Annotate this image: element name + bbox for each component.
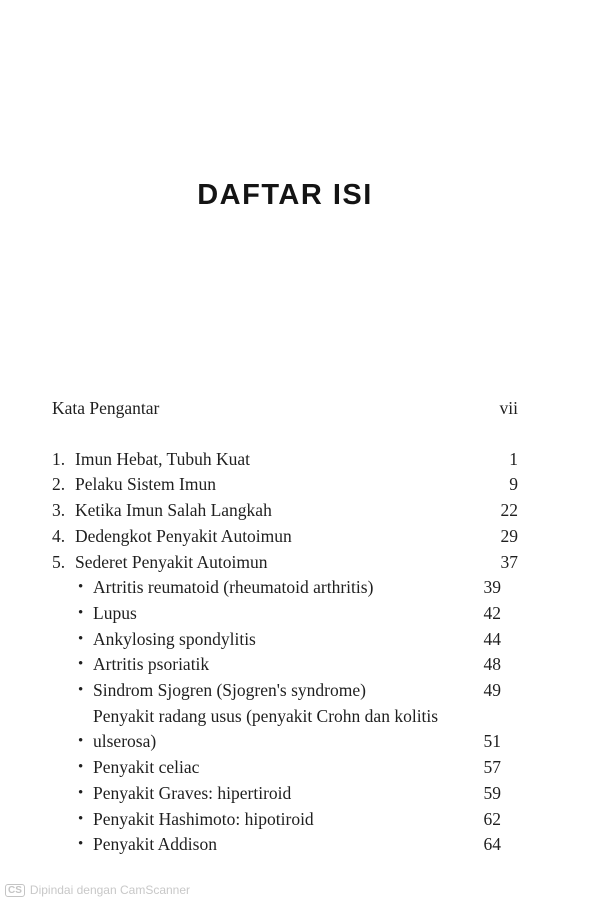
chapter-page-number: 1 — [509, 448, 518, 469]
subitem-title: Penyakit Graves: hipertiroid — [93, 782, 292, 803]
subitem-title: Penyakit radang usus (penyakit Crohn dan kolitis ulserosa) — [93, 705, 439, 752]
camscanner-watermark-text: Dipindai dengan CamScanner — [29, 883, 191, 897]
subitem-page-number: 42 — [483, 602, 501, 623]
toc-preface-row — [52, 396, 518, 422]
toc-subitem-row — [52, 781, 518, 807]
toc-subitem-row — [52, 807, 518, 833]
subitem-page-number: 39 — [483, 577, 501, 598]
toc-subitem-row — [52, 601, 518, 627]
subitem-page-number: 51 — [483, 731, 501, 752]
table-of-contents — [0, 396, 600, 858]
subitem-page-number: 59 — [483, 782, 501, 803]
subitem-title: Penyakit Hashimoto: hipotiroid — [93, 808, 314, 829]
chapter-title: Sederet Penyakit Autoimun — [75, 551, 268, 572]
preface-label: Kata Pengantar — [52, 398, 160, 418]
preface-page-number: vii — [499, 398, 518, 418]
bullet-icon: • — [78, 810, 84, 827]
toc-subitem-row — [52, 678, 518, 704]
chapter-number: 1. — [52, 448, 66, 469]
chapter-number: 3. — [52, 500, 66, 521]
subitem-title: Artritis reumatoid (rheumatoid arthritis) — [93, 577, 374, 598]
chapter-page-number: 22 — [500, 500, 518, 521]
toc-subitem-row — [52, 652, 518, 678]
bullet-icon: • — [78, 759, 84, 776]
chapter-page-number: 9 — [509, 474, 518, 495]
bullet-icon: • — [78, 836, 84, 853]
subitem-title: Ankylosing spondylitis — [93, 628, 256, 649]
chapter-page-number: 29 — [500, 525, 518, 546]
chapter-number: 2. — [52, 474, 66, 495]
chapter-page-number: 37 — [500, 551, 518, 572]
camscanner-icon: CS — [5, 884, 25, 897]
chapter-title: Imun Hebat, Tubuh Kuat — [75, 448, 250, 469]
toc-subitem-row — [52, 704, 518, 755]
chapter-number: 4. — [52, 525, 66, 546]
toc-chapter-row — [52, 524, 518, 550]
toc-chapter-row — [52, 550, 518, 576]
toc-chapter-row — [52, 447, 518, 473]
subitem-page-number: 62 — [483, 808, 501, 829]
subitem-title: Sindrom Sjogren (Sjogren's syndrome) — [93, 680, 366, 701]
subitem-page-number: 57 — [483, 757, 501, 778]
bullet-icon: • — [78, 630, 84, 647]
subitem-title: Penyakit celiac — [93, 757, 200, 778]
toc-subitem-row — [52, 755, 518, 781]
subitem-title: Artritis psoriatik — [93, 654, 210, 675]
bullet-icon: • — [78, 579, 84, 596]
subitem-page-number: 48 — [483, 654, 501, 675]
chapter-title: Pelaku Sistem Imun — [75, 474, 216, 495]
chapter-title: Ketika Imun Salah Langkah — [75, 500, 272, 521]
bullet-icon: • — [78, 656, 84, 673]
bullet-icon: • — [78, 682, 84, 699]
toc-chapter-row — [52, 498, 518, 524]
toc-subitem-row — [52, 832, 518, 858]
subitem-page-number: 64 — [483, 834, 501, 855]
bullet-icon: • — [78, 784, 84, 801]
chapter-number: 5. — [52, 551, 66, 572]
page-title: DAFTAR ISI — [197, 179, 373, 211]
chapter-title: Dedengkot Penyakit Autoimun — [75, 525, 292, 546]
subitem-page-number: 44 — [483, 628, 501, 649]
subitem-title: Penyakit Addison — [93, 834, 217, 855]
subitem-title: Lupus — [93, 602, 137, 623]
toc-chapter-row — [52, 472, 518, 498]
toc-subitem-row — [52, 627, 518, 653]
camscanner-watermark — [5, 883, 190, 897]
subitem-page-number: 49 — [483, 680, 501, 701]
toc-subitem-row — [52, 575, 518, 601]
bullet-icon: • — [78, 733, 84, 750]
bullet-icon: • — [78, 604, 84, 621]
